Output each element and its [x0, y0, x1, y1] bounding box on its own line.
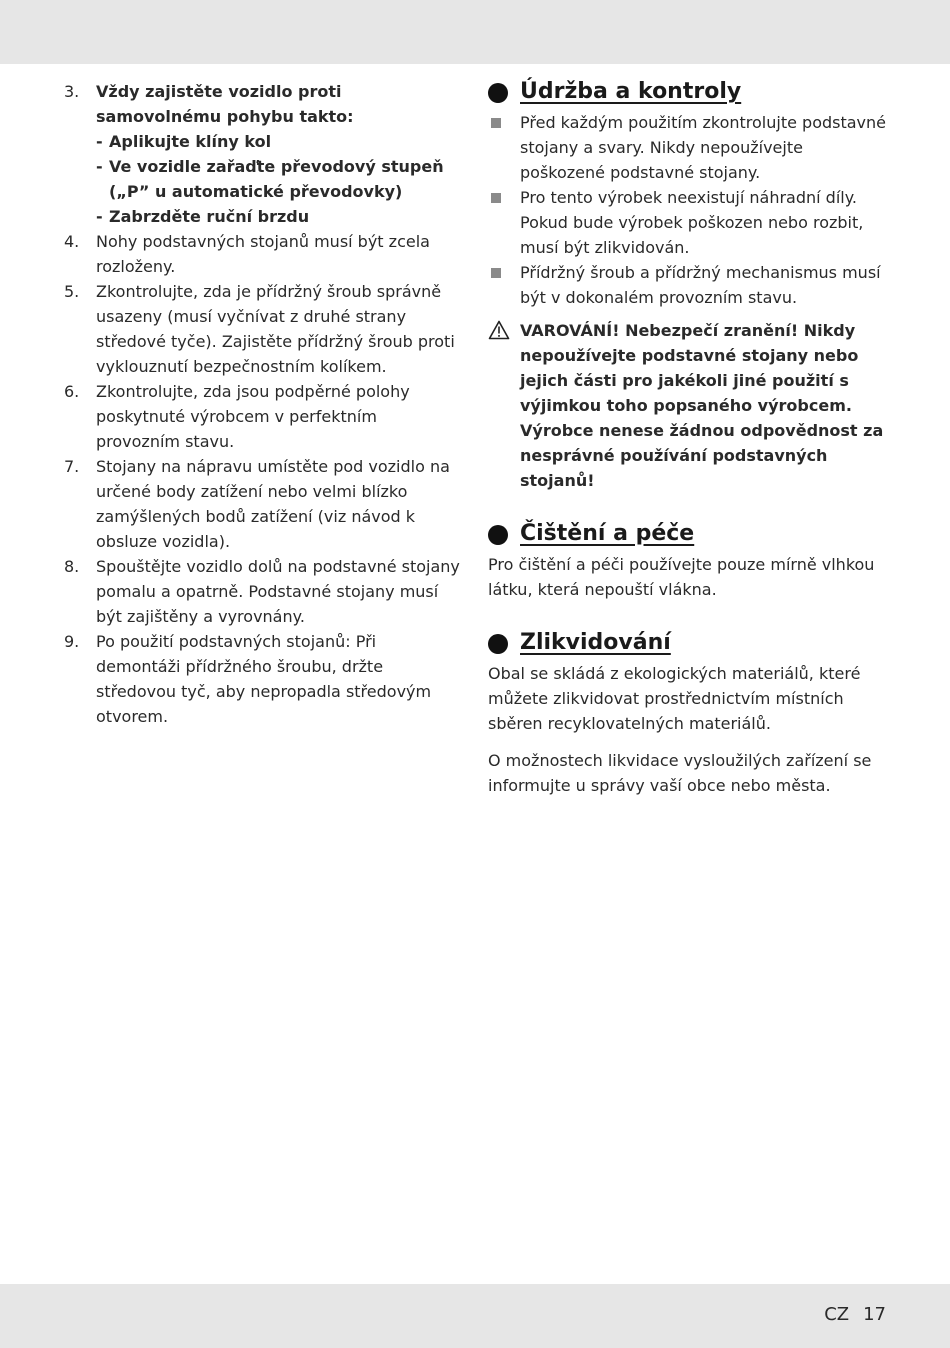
step-text: Zkontrolujte, zda jsou podpěrné polohy poskytnuté výrobcem v perfektním provozním stavu.	[96, 382, 410, 451]
step-text: Nohy podstavných stojanů musí být zcela rozloženy.	[96, 232, 430, 276]
sub-item: - Aplikujte klíny kol	[96, 132, 272, 151]
square-bullet-icon	[488, 260, 520, 310]
step-number: 8.	[64, 557, 80, 576]
step-text: Zkontrolujte, zda je přídržný šroub správně usazeny (musí vyčnívat z druhé strany středové tyče). Zajistěte přídržný šroub proti vyklouznutí bezpečnostním kolíkem.	[96, 282, 455, 376]
maintenance-list	[488, 110, 888, 310]
list-item: Přídržný šroub a přídržný mechanismus musí být v dokonalém provozním stavu.	[488, 260, 888, 310]
square-bullet-icon	[488, 185, 520, 260]
disposal-text: O možnostech likvidace vysloužilých zařízení se informujte u správy vaší obce nebo města.	[488, 751, 872, 795]
sub-item: - Zabrzděte ruční brzdu	[96, 207, 310, 226]
step-number: 3.	[64, 82, 80, 101]
step-text: Stojany na nápravu umístěte pod vozidlo na určené body zatížení nebo velmi blízko zamýšlených bodů zatížení (viz návod k obsluze vozidla).	[96, 457, 450, 551]
step-text: Po použití podstavných stojanů: Při demontáži přídržného šroubu, držte středovou tyč, aby nepropadla středovým otvorem.	[96, 632, 432, 726]
sub-item: - Ve vozidle zařaďte převodový stupeň („P” u automatické převodovky)	[96, 157, 444, 201]
warning-triangle-icon	[488, 318, 520, 493]
section-title: Čištění a péče	[520, 521, 695, 546]
section-title: Údržba a kontroly	[520, 79, 742, 104]
list-item	[64, 379, 464, 454]
section-heading-cleaning	[488, 521, 888, 546]
list-item	[64, 229, 464, 279]
disposal-text: Obal se skládá z ekologických materiálů, které můžete zlikvidovat prostřednictvím místních sběren recyklovatelných materiálů.	[488, 664, 861, 733]
section-title: Zlikvidování	[520, 630, 671, 655]
step-text: Spouštějte vozidlo dolů na podstavné stojany pomalu a opatrně. Podstavné stojany musí být zajištěny a vyrovnány.	[96, 557, 460, 626]
list-item	[64, 554, 464, 629]
right-column	[488, 79, 888, 798]
language-code: CZ	[824, 1304, 850, 1325]
step-number: 4.	[64, 232, 80, 251]
section-heading-maintenance	[488, 79, 888, 104]
warning-text: VAROVÁNÍ! Nebezpečí zranění! Nikdy nepoužívejte podstavné stojany nebo jejich části pro jakékoli jiné použití s výjimkou toho popsaného výrobcem. Výrobce nenese žádnou odpovědnost za nesprávné používání podstavných stojanů!	[520, 321, 884, 490]
left-column	[64, 79, 464, 729]
page-number: 17	[863, 1304, 886, 1325]
header-band	[0, 0, 950, 64]
filled-circle-icon	[488, 634, 508, 654]
list-item	[64, 79, 464, 229]
list-item	[64, 454, 464, 554]
warning-block	[488, 318, 888, 493]
list-item: Před každým použitím zkontrolujte podstavné stojany a svary. Nikdy nepoužívejte poškozené podstavné stojany.	[488, 110, 888, 185]
step-number: 9.	[64, 632, 80, 651]
list-item	[64, 279, 464, 379]
square-bullet-icon	[488, 110, 520, 185]
cleaning-text: Pro čištění a péči používejte pouze mírně vlhkou látku, která nepouští vlákna.	[488, 555, 875, 599]
page-footer	[824, 1304, 886, 1325]
filled-circle-icon	[488, 83, 508, 103]
section-heading-disposal	[488, 630, 888, 655]
steps-list	[64, 79, 464, 729]
step-number: 6.	[64, 382, 80, 401]
step-number: 7.	[64, 457, 80, 476]
step-text: Vždy zajistěte vozidlo proti samovolnému pohybu takto:	[96, 82, 354, 126]
filled-circle-icon	[488, 525, 508, 545]
list-item: Pro tento výrobek neexistují náhradní díly. Pokud bude výrobek poškozen nebo rozbit, musí být zlikvidován.	[488, 185, 888, 260]
step-number: 5.	[64, 282, 80, 301]
footer-band	[0, 1284, 950, 1348]
list-item	[64, 629, 464, 729]
